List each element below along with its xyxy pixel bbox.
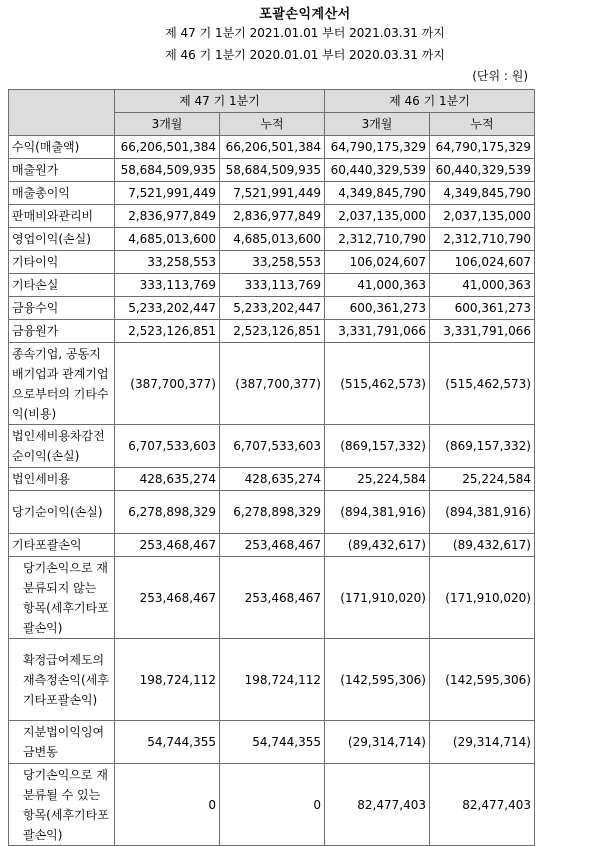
header-blank-cell bbox=[9, 90, 115, 136]
row-value: 66,206,501,384 bbox=[115, 136, 220, 159]
row-label: 기타손실 bbox=[9, 274, 115, 297]
row-value: 60,440,329,539 bbox=[430, 159, 535, 182]
row-value: 106,024,607 bbox=[430, 251, 535, 274]
table-row bbox=[9, 639, 535, 721]
unit-label: (단위 : 원) bbox=[472, 69, 528, 83]
row-value: (387,700,377) bbox=[220, 343, 325, 425]
row-label: 영업이익(손실) bbox=[9, 228, 115, 251]
row-value: (142,595,306) bbox=[430, 639, 535, 721]
row-label: 법인세비용차감전순이익(손실) bbox=[9, 425, 115, 468]
row-value: 0 bbox=[220, 764, 325, 846]
row-value: 54,744,355 bbox=[115, 721, 220, 764]
header-46-3months: 3개월 bbox=[325, 113, 430, 136]
row-value: 428,635,274 bbox=[220, 468, 325, 491]
row-value: 253,468,467 bbox=[115, 557, 220, 639]
row-value: 6,707,533,603 bbox=[220, 425, 325, 468]
row-value: (387,700,377) bbox=[115, 343, 220, 425]
table-row bbox=[9, 320, 535, 343]
row-value: 33,258,553 bbox=[115, 251, 220, 274]
row-label: 기타포괄손익 bbox=[9, 534, 115, 557]
table-row bbox=[9, 274, 535, 297]
table-row bbox=[9, 205, 535, 228]
table-row bbox=[9, 159, 535, 182]
row-value: 58,684,509,935 bbox=[220, 159, 325, 182]
row-value: 54,744,355 bbox=[220, 721, 325, 764]
row-value: 600,361,273 bbox=[430, 297, 535, 320]
row-value: 253,468,467 bbox=[115, 534, 220, 557]
row-value: 7,521,991,449 bbox=[115, 182, 220, 205]
row-label: 종속기업, 공동지배기업과 관계기업으로부터의 기타수익(비용) bbox=[9, 343, 115, 425]
row-value: 3,331,791,066 bbox=[430, 320, 535, 343]
row-value: 2,836,977,849 bbox=[115, 205, 220, 228]
row-value: (515,462,573) bbox=[325, 343, 430, 425]
table-row bbox=[9, 228, 535, 251]
row-value: 66,206,501,384 bbox=[220, 136, 325, 159]
row-value: 41,000,363 bbox=[430, 274, 535, 297]
row-value: 4,685,013,600 bbox=[220, 228, 325, 251]
row-label: 금융원가 bbox=[9, 320, 115, 343]
row-value: (515,462,573) bbox=[430, 343, 535, 425]
header-period-47: 제 47 기 1분기 bbox=[115, 90, 325, 113]
table-row bbox=[9, 343, 535, 425]
row-value: (29,314,714) bbox=[325, 721, 430, 764]
income-statement-table bbox=[8, 89, 535, 846]
row-value: 82,477,403 bbox=[430, 764, 535, 846]
current-period: 제 47 기 1분기 2021.01.01 부터 2021.03.31 까지 bbox=[165, 26, 445, 40]
row-value: 253,468,467 bbox=[220, 557, 325, 639]
row-value: 25,224,584 bbox=[325, 468, 430, 491]
row-value: 58,684,509,935 bbox=[115, 159, 220, 182]
table-row bbox=[9, 297, 535, 320]
row-value: 0 bbox=[115, 764, 220, 846]
row-value: 6,278,898,329 bbox=[115, 491, 220, 534]
row-value: 64,790,175,329 bbox=[430, 136, 535, 159]
row-value: 600,361,273 bbox=[325, 297, 430, 320]
header-47-3months: 3개월 bbox=[115, 113, 220, 136]
row-value: 2,037,135,000 bbox=[325, 205, 430, 228]
row-value: 198,724,112 bbox=[115, 639, 220, 721]
row-value: (869,157,332) bbox=[430, 425, 535, 468]
statement-title: 포괄손익계산서 bbox=[259, 7, 351, 22]
row-label: 확정급여제도의 재측정손익(세후기타포괄손익) bbox=[9, 639, 115, 721]
row-value: (894,381,916) bbox=[325, 491, 430, 534]
row-value: 33,258,553 bbox=[220, 251, 325, 274]
row-value: 2,836,977,849 bbox=[220, 205, 325, 228]
row-value: 5,233,202,447 bbox=[220, 297, 325, 320]
row-value: (171,910,020) bbox=[430, 557, 535, 639]
header-row-periods bbox=[9, 90, 535, 113]
row-value: 333,113,769 bbox=[115, 274, 220, 297]
row-value: 2,312,710,790 bbox=[430, 228, 535, 251]
row-label: 금융수익 bbox=[9, 297, 115, 320]
row-label: 수익(매출액) bbox=[9, 136, 115, 159]
table-row bbox=[9, 251, 535, 274]
row-value: 5,233,202,447 bbox=[115, 297, 220, 320]
table-row bbox=[9, 491, 535, 534]
table-row bbox=[9, 468, 535, 491]
row-label: 당기손익으로 재분류되지 않는 항목(세후기타포괄손익) bbox=[9, 557, 115, 639]
table-row bbox=[9, 182, 535, 205]
row-value: 82,477,403 bbox=[325, 764, 430, 846]
row-value: 4,349,845,790 bbox=[325, 182, 430, 205]
row-value: 41,000,363 bbox=[325, 274, 430, 297]
row-value: (171,910,020) bbox=[325, 557, 430, 639]
row-value: 4,685,013,600 bbox=[115, 228, 220, 251]
row-label: 매출원가 bbox=[9, 159, 115, 182]
row-value: 4,349,845,790 bbox=[430, 182, 535, 205]
row-label: 당기손익으로 재분류될 수 있는 항목(세후기타포괄손익) bbox=[9, 764, 115, 846]
row-value: 3,331,791,066 bbox=[325, 320, 430, 343]
table-row bbox=[9, 534, 535, 557]
table-row bbox=[9, 557, 535, 639]
row-value: 60,440,329,539 bbox=[325, 159, 430, 182]
row-label: 판매비와관리비 bbox=[9, 205, 115, 228]
header-47-cumulative: 누적 bbox=[220, 113, 325, 136]
row-value: 106,024,607 bbox=[325, 251, 430, 274]
row-value: 333,113,769 bbox=[220, 274, 325, 297]
table-row bbox=[9, 764, 535, 846]
row-value: 7,521,991,449 bbox=[220, 182, 325, 205]
row-value: 2,037,135,000 bbox=[430, 205, 535, 228]
row-value: 25,224,584 bbox=[430, 468, 535, 491]
row-label: 당기순이익(손실) bbox=[9, 491, 115, 534]
row-label: 지분법이익잉여금변동 bbox=[9, 721, 115, 764]
row-value: 6,707,533,603 bbox=[115, 425, 220, 468]
table-row bbox=[9, 136, 535, 159]
row-value: (894,381,916) bbox=[430, 491, 535, 534]
row-value: 64,790,175,329 bbox=[325, 136, 430, 159]
row-value: 2,523,126,851 bbox=[115, 320, 220, 343]
row-value: (29,314,714) bbox=[430, 721, 535, 764]
table-row bbox=[9, 425, 535, 468]
row-value: (142,595,306) bbox=[325, 639, 430, 721]
row-value: 2,523,126,851 bbox=[220, 320, 325, 343]
row-value: (869,157,332) bbox=[325, 425, 430, 468]
row-label: 법인세비용 bbox=[9, 468, 115, 491]
header-period-46: 제 46 기 1분기 bbox=[325, 90, 535, 113]
row-value: 198,724,112 bbox=[220, 639, 325, 721]
header-46-cumulative: 누적 bbox=[430, 113, 535, 136]
row-label: 기타이익 bbox=[9, 251, 115, 274]
row-value: 428,635,274 bbox=[115, 468, 220, 491]
row-value: 2,312,710,790 bbox=[325, 228, 430, 251]
row-value: (89,432,617) bbox=[430, 534, 535, 557]
row-value: 6,278,898,329 bbox=[220, 491, 325, 534]
row-label: 매출총이익 bbox=[9, 182, 115, 205]
prior-period: 제 46 기 1분기 2020.01.01 부터 2020.03.31 까지 bbox=[165, 48, 445, 62]
row-value: 253,468,467 bbox=[220, 534, 325, 557]
row-value: (89,432,617) bbox=[325, 534, 430, 557]
table-row bbox=[9, 721, 535, 764]
